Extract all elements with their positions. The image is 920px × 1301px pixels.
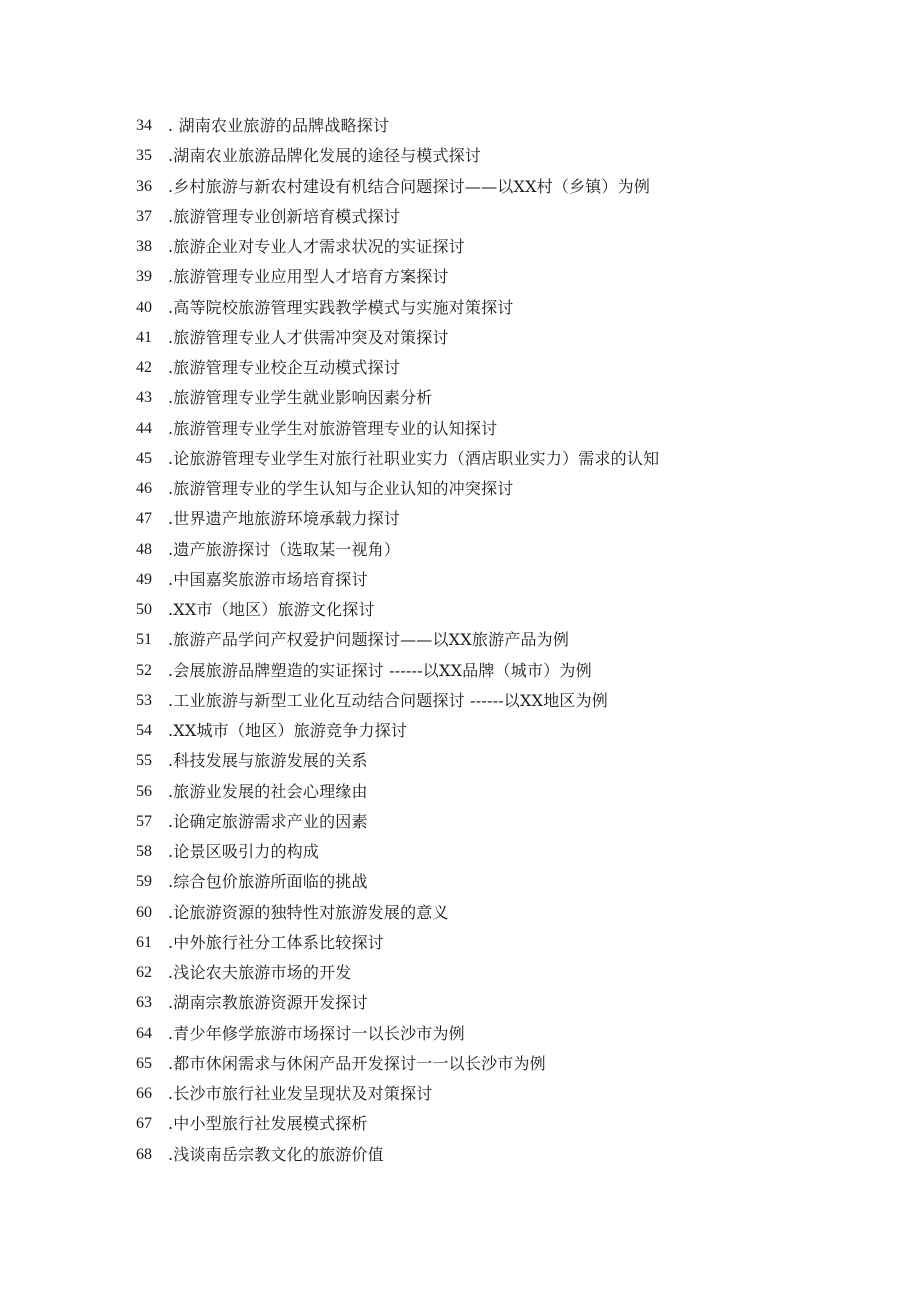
item-title: .中外旅行社分工体系比较探讨 xyxy=(168,932,384,952)
list-item xyxy=(136,262,856,292)
item-title: .工业旅游与新型工业化互动结合问题探讨 ------以XX地区为例 xyxy=(168,690,608,710)
item-title: .旅游管理专业人才供需冲突及对策探讨 xyxy=(168,327,449,347)
item-title: .旅游管理专业创新培育模式探讨 xyxy=(168,206,401,226)
item-title: .XX市（地区）旅游文化探讨 xyxy=(168,600,375,619)
item-number: 34 xyxy=(136,117,152,134)
item-number: 47 xyxy=(136,510,152,528)
list-item xyxy=(136,293,856,323)
item-title: .旅游管理专业学生就业影响因素分析 xyxy=(168,388,433,408)
item-number: 54 xyxy=(136,722,152,739)
item-number: 59 xyxy=(136,873,152,891)
item-title: . 湖南农业旅游的品牌战略探讨 xyxy=(168,116,390,135)
item-number: 38 xyxy=(136,238,152,255)
item-number: 48 xyxy=(136,540,152,558)
item-title: .论确定旅游需求产业的因素 xyxy=(168,811,368,831)
item-number: 65 xyxy=(136,1054,152,1072)
list-item xyxy=(136,625,856,655)
item-number: 61 xyxy=(136,933,152,951)
list-item xyxy=(136,1079,856,1109)
list-item xyxy=(136,988,856,1018)
list-item xyxy=(136,414,856,444)
list-item xyxy=(136,535,856,565)
item-title: .论旅游管理专业学生对旅行社职业实力（酒店职业实力）需求的认知 xyxy=(168,448,660,468)
list-item xyxy=(136,716,856,746)
list-item xyxy=(136,444,856,474)
list-item xyxy=(136,565,856,595)
list-item xyxy=(136,928,856,958)
item-title: .旅游管理专业学生对旅游管理专业的认知探讨 xyxy=(168,418,498,438)
item-title: .论景区吸引力的构成 xyxy=(168,842,320,861)
item-title: .世界遗产地旅游环境承载力探讨 xyxy=(168,509,401,529)
item-title: .旅游管理专业应用型人才培育方案探讨 xyxy=(168,267,449,287)
item-number: 63 xyxy=(136,994,152,1012)
list-item xyxy=(136,202,856,232)
item-title: .乡村旅游与新农村建设有机结合问题探讨——以XX村（乡镇）为例 xyxy=(168,176,651,196)
item-number: 68 xyxy=(136,1145,152,1163)
item-title: .湖南宗教旅游资源开发探讨 xyxy=(168,993,368,1013)
list-item xyxy=(136,837,856,867)
list-item xyxy=(136,777,856,807)
item-number: 58 xyxy=(136,843,152,860)
list-item xyxy=(136,656,856,686)
list-item xyxy=(136,1049,856,1079)
item-title: .遗产旅游探讨（选取某一视角） xyxy=(168,539,401,559)
item-number: 44 xyxy=(136,419,152,437)
item-title: .中小型旅行社发展模式探析 xyxy=(168,1114,368,1134)
list-item xyxy=(136,474,856,504)
item-number: 55 xyxy=(136,752,152,770)
item-number: 51 xyxy=(136,631,152,649)
list-item xyxy=(136,111,856,141)
item-number: 41 xyxy=(136,328,152,346)
list-item xyxy=(136,686,856,716)
item-title: .旅游管理专业校企互动模式探讨 xyxy=(168,358,401,377)
list-item xyxy=(136,383,856,413)
item-number: 60 xyxy=(136,903,152,921)
list-item xyxy=(136,323,856,353)
list-item xyxy=(136,867,856,897)
list-item xyxy=(136,595,856,625)
list-item xyxy=(136,1019,856,1049)
item-number: 67 xyxy=(136,1115,152,1133)
item-number: 53 xyxy=(136,691,152,709)
item-number: 36 xyxy=(136,177,152,195)
item-title: .高等院校旅游管理实践教学模式与实施对策探讨 xyxy=(168,297,514,317)
item-title: .综合包价旅游所面临的挑战 xyxy=(168,872,368,892)
item-number: 66 xyxy=(136,1085,152,1102)
item-number: 52 xyxy=(136,661,152,679)
item-number: 64 xyxy=(136,1024,152,1042)
item-number: 40 xyxy=(136,298,152,316)
item-number: 57 xyxy=(136,812,152,830)
item-number: 35 xyxy=(136,147,152,165)
item-number: 49 xyxy=(136,570,152,588)
item-number: 39 xyxy=(136,268,152,286)
item-title: .长沙市旅行社业发呈现状及对策探讨 xyxy=(168,1084,433,1103)
list-item xyxy=(136,141,856,171)
item-number: 62 xyxy=(136,964,152,981)
item-title: .科技发展与旅游发展的关系 xyxy=(168,751,368,771)
item-title: .会展旅游品牌塑造的实证探讨 ------以XX品牌（城市）为例 xyxy=(168,660,592,680)
item-title: .旅游产品学问产权爱护问题探讨——以XX旅游产品为例 xyxy=(168,630,570,650)
item-title: .论旅游资源的独特性对旅游发展的意义 xyxy=(168,902,449,922)
list-item xyxy=(136,504,856,534)
list-item xyxy=(136,172,856,202)
item-number: 50 xyxy=(136,601,152,618)
item-number: 46 xyxy=(136,480,152,497)
item-number: 42 xyxy=(136,359,152,376)
list-item xyxy=(136,746,856,776)
item-title: .旅游业发展的社会心理缘由 xyxy=(168,781,368,801)
item-title: .青少年修学旅游市场探讨一以长沙市为例 xyxy=(168,1023,465,1043)
item-number: 45 xyxy=(136,449,152,467)
item-number: 43 xyxy=(136,389,152,407)
item-title: .都市休闲需求与休闲产品开发探讨一一以长沙市为例 xyxy=(168,1053,546,1073)
item-title: .旅游企业对专业人才需求状况的实证探讨 xyxy=(168,237,465,256)
item-title: .湖南农业旅游品牌化发展的途径与模式探讨 xyxy=(168,146,482,166)
list-item xyxy=(136,353,856,383)
topic-list xyxy=(136,111,856,1170)
item-title: .旅游管理专业的学生认知与企业认知的冲突探讨 xyxy=(168,479,514,498)
list-item xyxy=(136,232,856,262)
item-title: .浅论农夫旅游市场的开发 xyxy=(168,963,352,982)
list-item xyxy=(136,807,856,837)
item-number: 56 xyxy=(136,782,152,800)
item-title: .中国嘉奖旅游市场培育探讨 xyxy=(168,569,368,589)
list-item xyxy=(136,898,856,928)
list-item xyxy=(136,1109,856,1139)
item-number: 37 xyxy=(136,207,152,225)
list-item xyxy=(136,958,856,988)
item-title: .XX城市（地区）旅游竞争力探讨 xyxy=(168,721,408,740)
list-item xyxy=(136,1140,856,1170)
item-title: .浅谈南岳宗教文化的旅游价值 xyxy=(168,1144,384,1164)
